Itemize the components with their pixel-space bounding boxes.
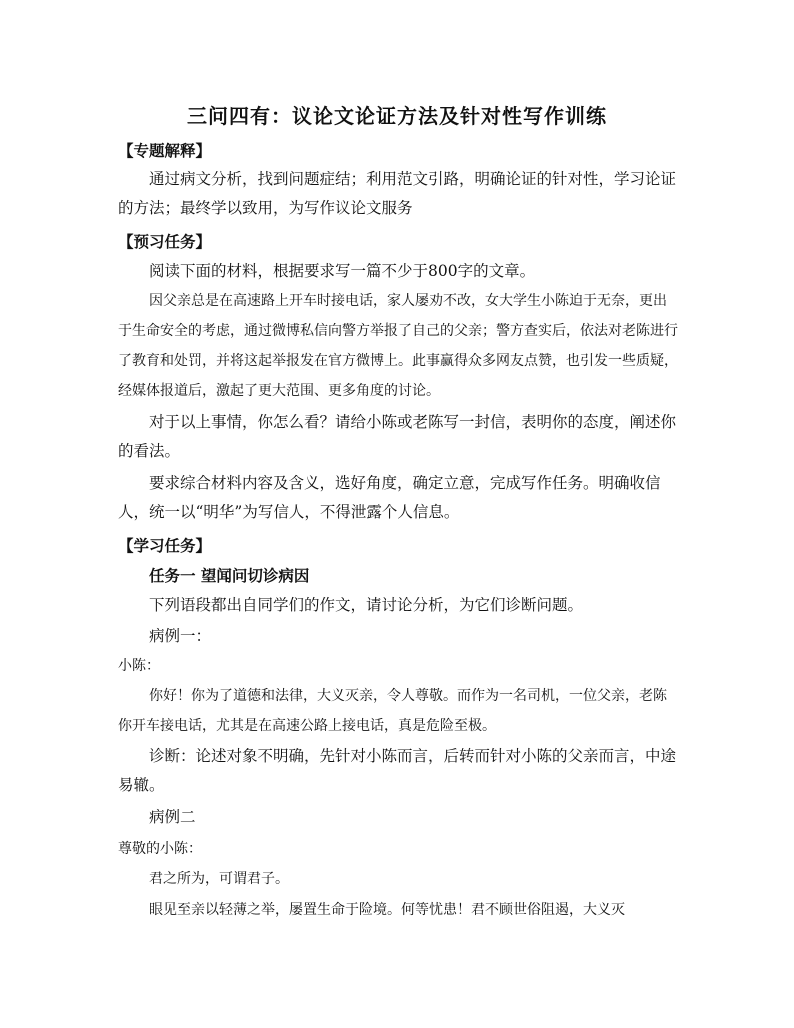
case-two-line-two: 眼见至亲以轻薄之举，屡置生命于险境。何等忧患！君不顾世俗阻遏，大义灭	[149, 902, 625, 918]
explanation-paragraph: 通过病文分析，找到问题症结；利用范文引路，明确论证的针对性，学习论证的方法；最终学以致用，为写作议论文服务	[118, 170, 677, 217]
section-heading-explanation: 【专题解释】	[118, 141, 212, 160]
section-heading-learning: 【学习任务】	[118, 536, 212, 555]
requirement-paragraph: 要求综合材料内容及含义，选好角度，确定立意，完成写作任务。明确收信人，统一以“明华”为写信人，不得泄露个人信息。	[118, 474, 661, 521]
case-one-body: 你好！你为了道德和法律，大义灭亲，令人尊敬。而作为一名司机，一位父亲，老陈你开车接电话，尤其是在高速公路上接电话，真是危险至极。	[118, 688, 667, 734]
diagnosis-one: 诊断：论述对象不明确，先针对小陈而言，后转而针对小陈的父亲而言，中途易辙。	[118, 747, 677, 794]
case-two-label: 病例二	[149, 808, 196, 826]
case-two-line-one: 君之所为，可谓君子。	[149, 871, 289, 887]
case-one-label: 病例一：	[149, 627, 212, 645]
preview-instruction: 阅读下面的材料，根据要求写一篇不少于800字的文章。	[149, 262, 536, 280]
section-heading-preview: 【预习任务】	[118, 232, 212, 251]
material-paragraph: 因父亲总是在高速路上开车时接电话，家人屡劝不改，女大学生小陈迫于无奈，更出于生命安全的考虑，通过微博私信向警方举报了自己的父亲；警方查实后，依法对老陈进行了教育和处罚，并将这起举报发在官方微博上。此事赢得众多网友点赞，也引发一些质疑，经媒体报道后，激起了更大范围、更多角度的讨论。	[118, 293, 678, 399]
case-two-salutation: 尊敬的小陈：	[118, 841, 202, 857]
document-title: 三问四有：议论文论证方法及针对性写作训练	[187, 104, 607, 128]
question-paragraph: 对于以上事情，你怎么看？请给小陈或老陈写一封信，表明你的态度，阐述你的看法。	[118, 413, 677, 460]
case-one-salutation: 小陈：	[118, 658, 160, 674]
task-one-heading: 任务一 望闻问切诊病因	[149, 566, 310, 585]
task-one-instruction: 下列语段都出自同学们的作文，请讨论分析，为它们诊断问题。	[149, 596, 584, 614]
